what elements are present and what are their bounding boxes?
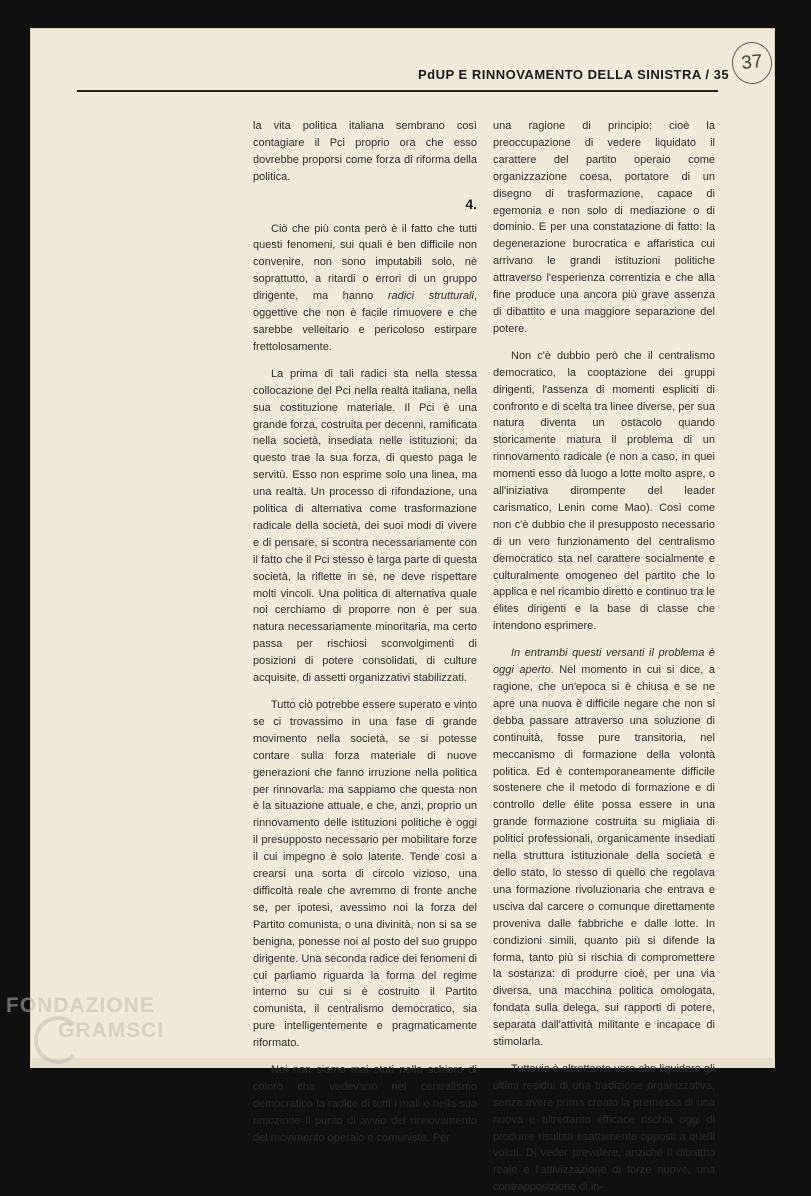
archive-number-stamp: 37 <box>730 40 774 86</box>
left-p1-text-a: Ciò che più conta però è il fatto che tutti questi fenomeni, sui quali è ben difficile non convenire, non sono imputabili solo, nè soprattutto, a ritardi o errori di un gruppo dirigente, ma hanno <box>253 222 477 303</box>
running-header: PdUP E RINNOVAMENTO DELLA SINISTRA / 35 <box>418 67 730 82</box>
watermark-line-1: FONDAZIONE <box>6 994 155 1017</box>
left-column <box>253 118 477 1147</box>
left-continuation-paragraph: la vita politica italiana sembrano così contagiare il Pci proprio ora che esso dovrebbe proporsi come forza di riforma della politica. <box>253 120 477 183</box>
header-rule <box>77 90 718 92</box>
left-paragraph-4: Noi non siamo mai stati nella schiera di coloro che vedevano nel centralismo democratico la radice di tutti i mali e nella sua rimozione il punto di avvio del rinnovamento del movimento operaio e comunista. Per <box>253 1064 477 1144</box>
watermark <box>6 993 164 1043</box>
left-paragraph-3: Tutto ciò potrebbe essere superato e vinto se ci trovassimo in una fase di grande movimento nella società, se si potesse contare sulla forza materiale di nuove generazioni che fanno irruzione nella politica per rinnovarla: ma sappiamo che questa non è la situazione attuale, e che, anzi, proprio un rinnovamento delle istituzioni politiche è oggi il presupposto necessario per mobilitare forze il cui impegno è solo latente. Tende così a crearsi una sorta di circolo vizioso, una difficoltà reale che avremmo di fronte anche se, per ipotesi, avessimo noi la forza del Partito comunista, o una divinità, non si sa se benigna, ponesse noi al posto del suo gruppo dirigente. Una seconda radice dei fenomeni di cui parliamo riguarda la forma del regime interno su cui si è costruito il Partito comunista, il centralismo democratico, sia pure intelligentemente e pragmaticamente riformato. <box>253 699 477 1050</box>
right-paragraph-1: Non c'è dubbio però che il centralismo democratico, la cooptazione dei gruppi dirigenti, l'assenza di momenti espliciti di confronto e di scelta tra linee diverse, per sua natura diventa un ostacolo quando storicamente matura il problema di un rinnovamento radicale (e non a caso, in quei momenti esso dà luogo a lotte molto aspre, o all'iniziativa dirompente del leader carismatico, Lenin come Mao). Così come non c'è dubbio che il presupposto necessario di un vero funzionamento del centralismo democratico sta nel carattere socialmente e culturalmente omogeneo del partito che lo applica e nel ricambio diretto e continuo tra le élites dirigenti e la base di classe che intendono esprimere. <box>493 349 715 633</box>
right-p2-italic: In entrambi questi versanti il problema è oggi aperto <box>493 647 715 677</box>
right-paragraph-3: Tuttavia è altrettanto vero che liquidare gli ultimi residui di una tradizione organizzativa, senza avere prima creato la premessa di una nuova e altrettanto efficace rischia oggi di produrre risultati esattamente opposti a quelli voluti. Di veder prevalere, anziché il dibattito reale e l'attivizzazione di forze nuove, una contrapposizione di in- <box>493 1062 715 1194</box>
right-paragraph-2 <box>493 645 715 1051</box>
left-paragraph-2: La prima di tali radici sta nella stessa collocazione del Pci nella realtà italiana, nella sua costituzione materiale. Il Pci è una grande forza, costruita per decenni, ramificata nella società, insediata nelle istituzioni; da questo trae la sua forza, di questo paga le servitù. Esso non esprime solo una linea, ma una realtà. Un processo di rifondazione, una politica di alternativa come trasformazione radicale della società, dei suoi modi di vivere e di pensare, si scontra necessariamente con il fatto che il Pci stesso è larga parte di questa società, la riflette in sè, ne deve rispettare molti vincoli. Una politica di alternativa quale noi cerchiamo di proporre non è per sua natura necessariamente minoritaria, ma certo passa per rischiosi sconvolgimenti di posizioni di potere consolidati, di culture acquisite, di assetti organizzativi stabilizzati. <box>253 367 477 685</box>
right-continuation-paragraph: una ragione di principio: cioè la preoccupazione di vedere liquidato il carattere del partito operaio come organizzazione coesa, portatore di un disegno di trasformazione, capace di egemonia e non solo di mediazione o di dominio. E per una constatazione di fatto: la degenerazione burocratica e affaristica cui arrivano le grandi istituzioni politiche attraverso l'esperienza correntizia e che alla fine produce una ancora più grave assenza di dibattito e una maggiore separazione del potere. <box>493 120 715 335</box>
watermark-line-2: GRAMSCI <box>58 1019 165 1042</box>
left-paragraph-1 <box>253 221 477 356</box>
right-p2-text: . Nel momento in cui si dice, a ragione, che un'epoca si è chiusa e se ne apre una nuova è difficile negare che non si debba passare attraverso una soluzione di continuità, fosse pure transitoria, nel meccanismo di formazione della volontà politica. Ed è contemporaneamente difficile sostenere che il metodo di formazione e di controllo delle élite possa essere in una grande formazione costruita su migliaia di politici professionali, organicamente insediati nella struttura istituzionale della società e dello stato, lo stesso di quello che regolava una formazione rivoluzionaria che entrava e usciva dal carcere o comunque direttamente proveniva dalle fabbriche e dalle lotte. In condizioni simili, quanto più si difende la forma, tanto più si rischia di compromettere la sostanza: di produrre cioè, per una via diversa, una macchina politica omologata, fondata sulla delega, sui rapporti di potere, separata dall'attività militante e incapace di stimolarla. <box>493 664 715 1049</box>
section-number: 4. <box>465 195 477 212</box>
left-p1-italic: radici strutturali <box>387 290 474 303</box>
left-p1-text-b: , oggettive che non è facile rimuovere e che sarebbe velleitario e pericoloso estirpare frettolosamente. <box>253 290 477 353</box>
right-column <box>493 118 715 1196</box>
